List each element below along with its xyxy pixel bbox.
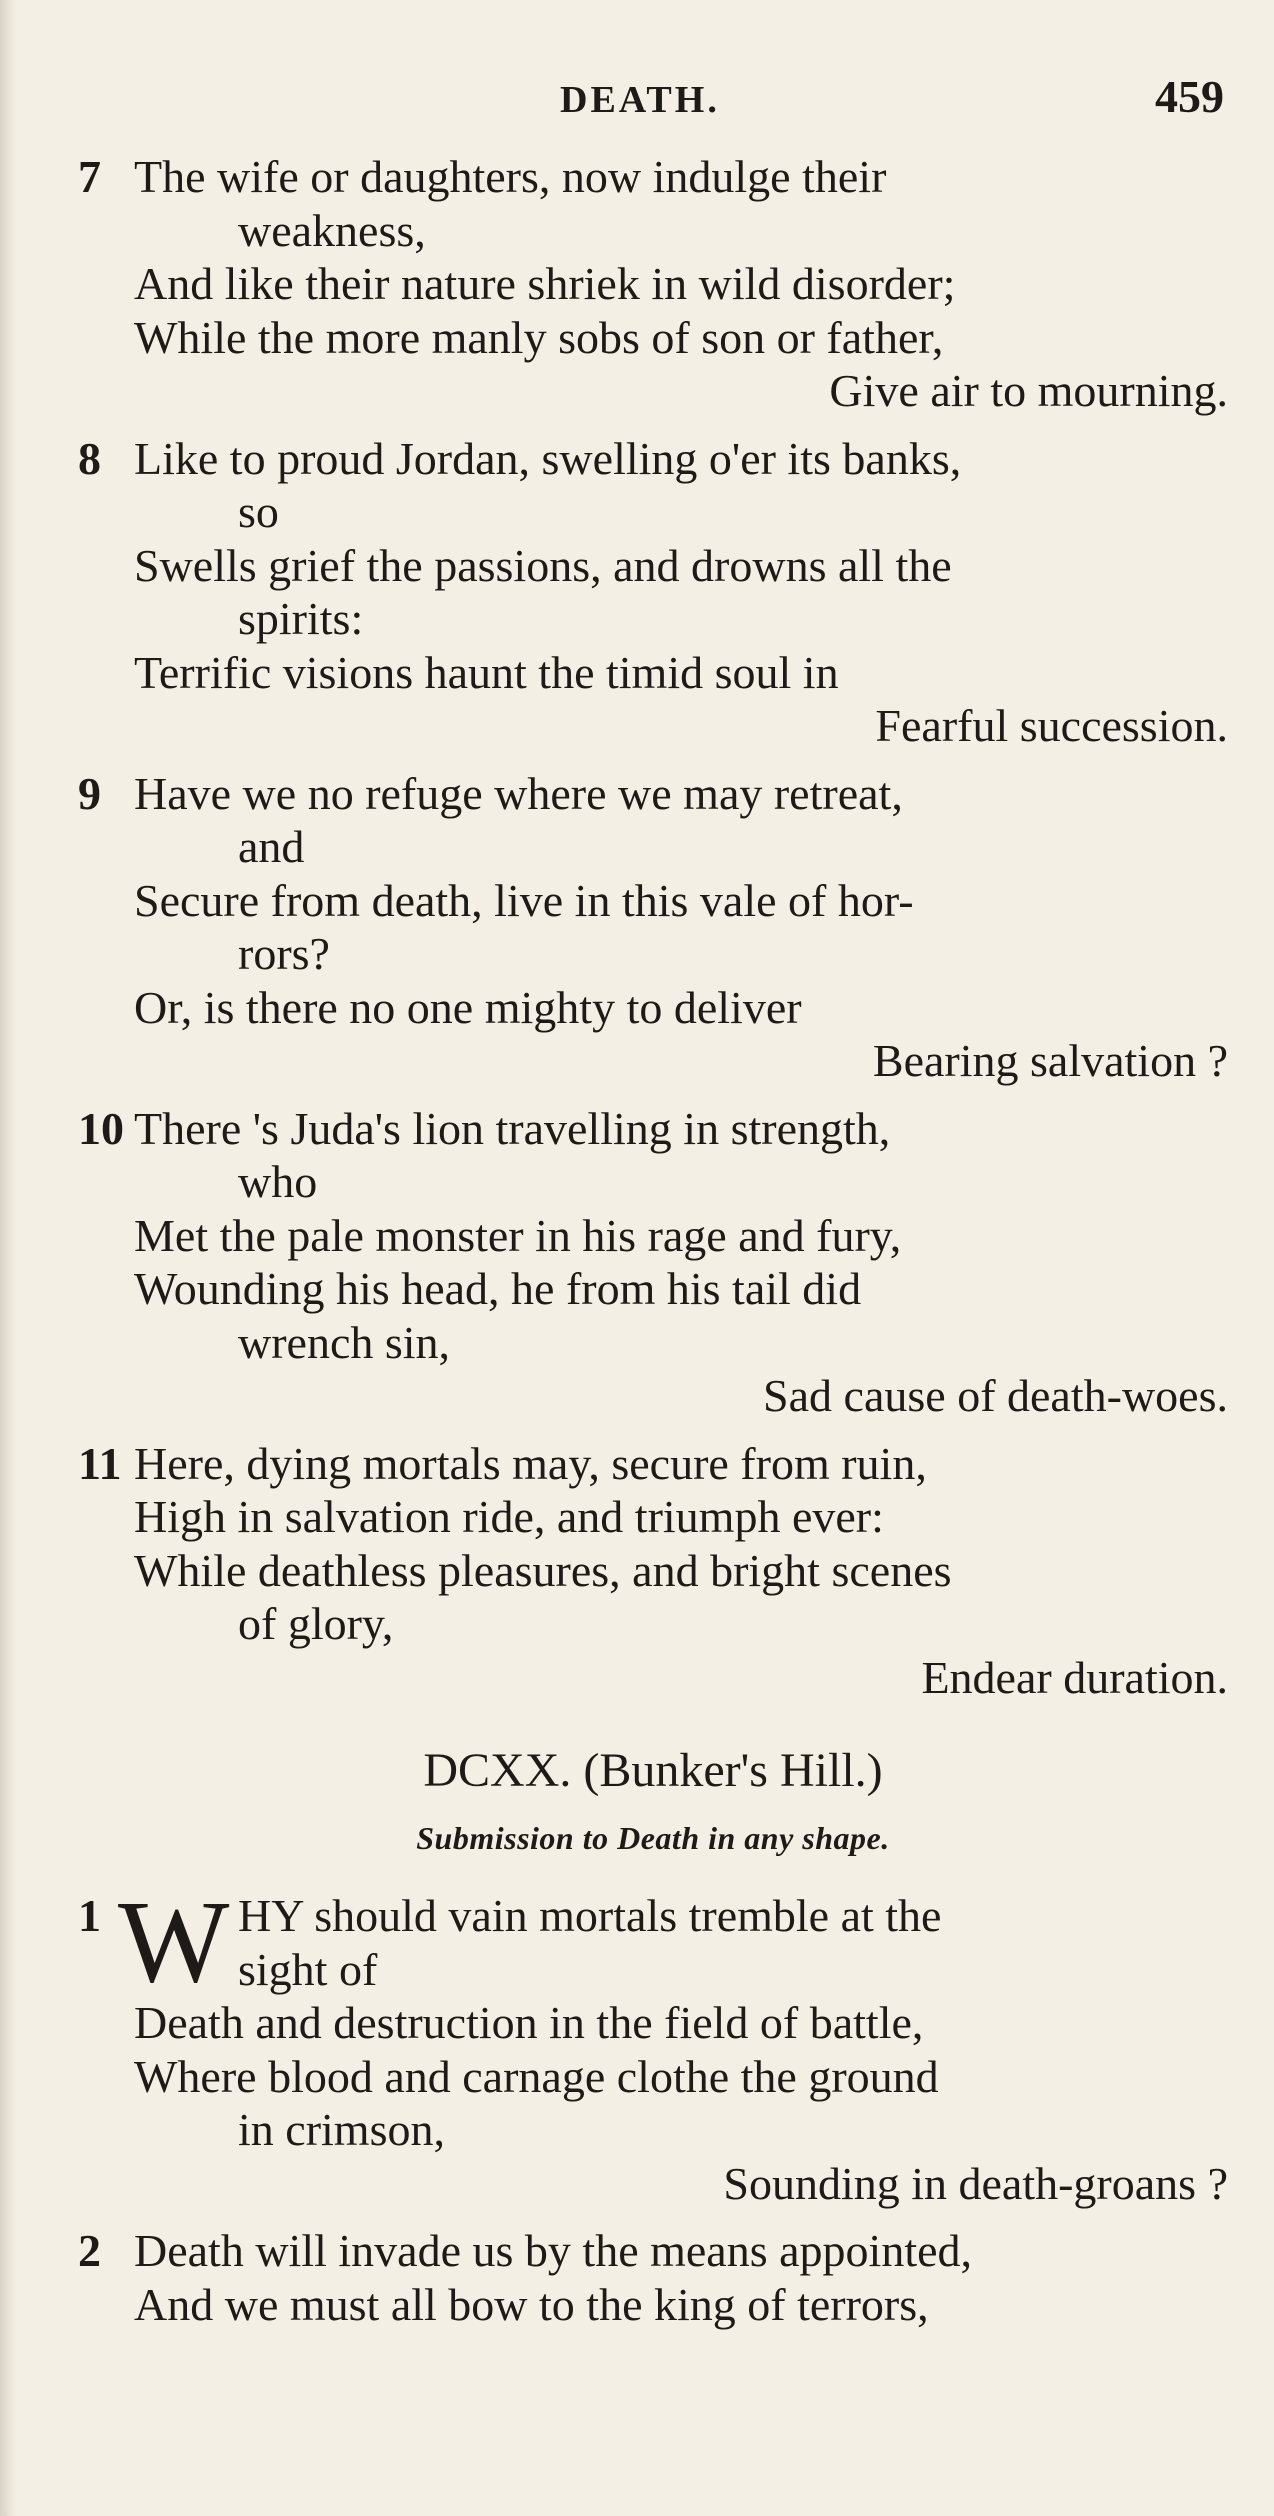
stanza-line-refrain: Fearful succession. [875,700,1228,751]
line-text: Have we no refuge where we may retreat, [134,767,903,819]
stanza-number: 10 [78,1102,124,1154]
stanza-line: in crimson, [238,2104,445,2155]
stanza-7 [78,150,1228,418]
stanza-number: 9 [78,767,101,819]
stanza-line: Death and destruction in the field of battle, [134,1997,924,2048]
page-number: 459 [1155,71,1224,122]
stanza-line: sight of [238,1943,378,1995]
page-spine-shadow [0,0,16,2516]
stanza-line [78,432,1228,486]
hymn-stanza-1 [78,1876,1228,2210]
stanza-number: 1 [78,1890,101,1941]
stanza-number: 11 [78,1437,122,1489]
hymn-title: DCXX. (Bunker's Hill.) [423,1744,883,1797]
stanza-line-refrain: Sounding in death-groans ? [723,2157,1228,2209]
stanza-line: Terrific visions haunt the timid soul in [134,646,839,698]
hymn-subtitle: Submission to Death in any shape. [416,1819,890,1856]
stanza-line: While the more manly sobs of son or father, [134,311,944,363]
stanza-line-refrain: Bearing salvation ? [872,1035,1228,1086]
stanza-line-refrain: Give air to mourning. [829,365,1228,416]
stanza-line: And like their nature shriek in wild disorder; [134,258,956,309]
stanza-line [78,1437,1228,1491]
stanza-line: and [238,821,305,872]
stanza-line: Secure from death, live in this vale of hor- [134,874,914,926]
poem-body [78,150,1228,2345]
hymn-stanza-2 [78,2224,1228,2331]
stanza-number: 2 [78,2225,101,2276]
line-text: Here, dying mortals may, secure from ruin, [134,1437,927,1489]
stanza-line: so [238,486,279,537]
stanza-line: And we must all bow to the king of terrors, [134,2278,929,2330]
line-text: Like to proud Jordan, swelling o'er its banks, [134,432,962,484]
running-head: DEATH. [560,79,720,121]
stanza-line: Met the pale monster in his rage and fury, [134,1209,902,1261]
stanza-9 [78,767,1228,1088]
stanza-line [78,1102,1228,1156]
stanza-line [78,767,1228,821]
stanza-line: who [238,1156,318,1207]
stanza-line: rors? [238,928,330,979]
stanza-line: Wounding his head, he from his tail did [134,1263,862,1314]
stanza-line: of glory, [238,1598,394,1649]
drop-cap: W [118,1876,230,2007]
stanza-line-refrain: Sad cause of death-woes. [763,1370,1228,1421]
stanza-line: wrench sin, [238,1316,451,1368]
stanza-10 [78,1102,1228,1423]
stanza-line-refrain: Endear duration. [921,1651,1228,1703]
stanza-number: 8 [78,432,101,484]
stanza-line: Swells grief the passions, and drowns all the [134,539,952,591]
stanza-line: While deathless pleasures, and bright scenes [134,1544,952,1596]
stanza-line: Where blood and carnage clothe the ground [134,2050,939,2102]
stanza-line: High in salvation ride, and triumph ever: [134,1491,884,1542]
line-text: HY should vain mortals tremble at the [238,1890,942,1941]
line-text: The wife or daughters, now indulge their [134,151,887,202]
stanza-number: 7 [78,151,101,202]
line-text: There 's Juda's lion travelling in strength, [134,1102,891,1154]
stanza-line: Or, is there no one mighty to deliver [134,981,802,1033]
stanza-line [78,150,1228,204]
stanza-line: spirits: [238,593,364,644]
line-text: Death will invade us by the means appointed, [134,2225,973,2276]
stanza-8 [78,432,1228,753]
stanza-11 [78,1437,1228,1705]
stanza-line [78,2224,1228,2278]
stanza-line: weakness, [238,204,426,256]
page-header [0,60,1274,130]
